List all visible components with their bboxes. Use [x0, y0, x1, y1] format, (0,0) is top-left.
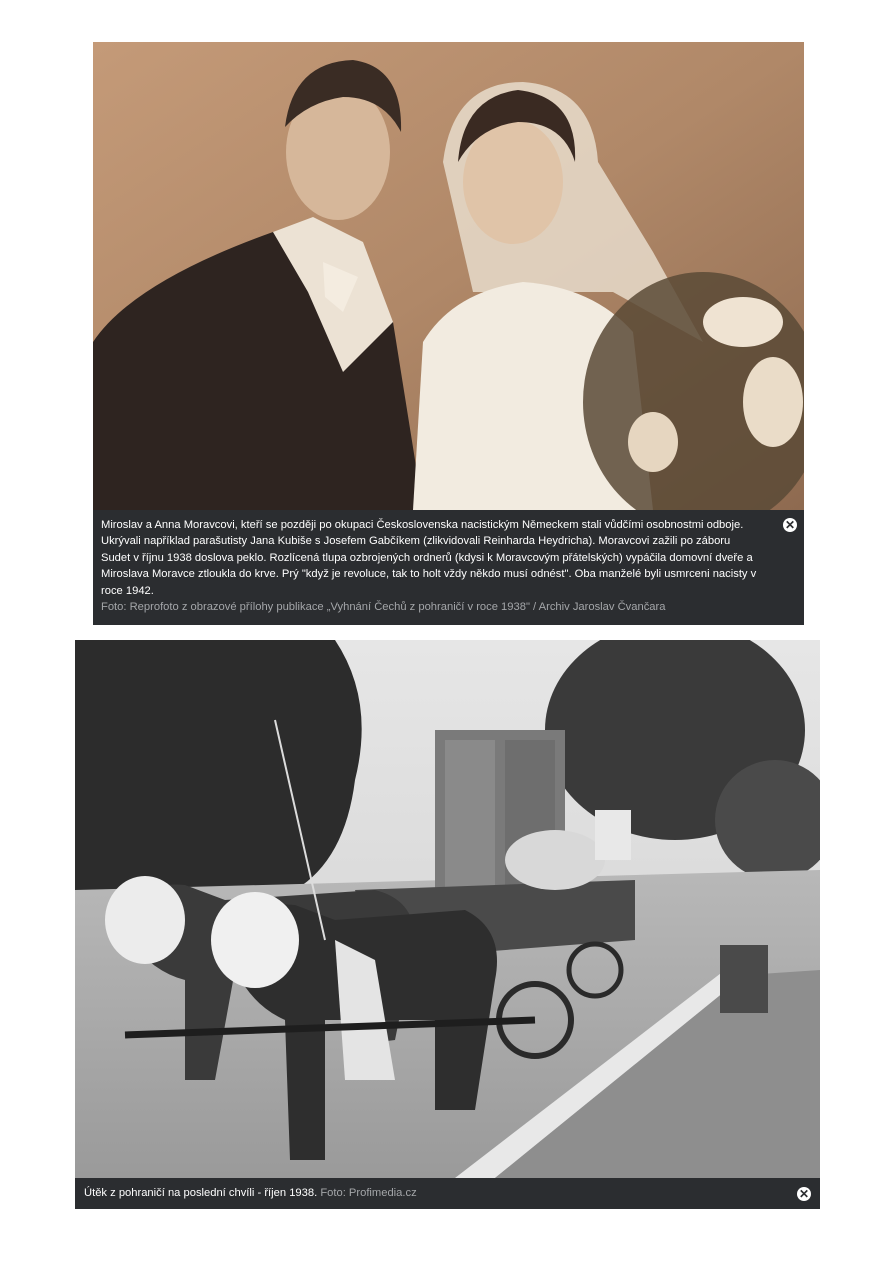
caption-box — [75, 1178, 820, 1209]
figure-ox-cart — [75, 640, 820, 1209]
caption-text: Miroslav a Anna Moravcovi, kteří se později po okupaci Československa nacistickým Německem stali vůdčími osobnostmi odboje. Ukrývali například parašutisty Jana Kubiše s Josefem Gabčíkem (zlikvidovali Reinharda Heydricha). Moravcovi zažili po záboru Sudet v říjnu 1938 doslova peklo. Rozlícená tlupa ozbrojených ordnerů (kdysi k Moravcovým přátelských) vypáčila domovní dveře a Miroslava Moravce ztloukla do krve. Prý "když je revoluce, tak to holt vždy někdo musí odnést". Oba manželé byli usmrceni nacisty v roce 1942. — [101, 519, 757, 597]
caption-box — [93, 510, 804, 625]
ox-cart-photo — [75, 640, 820, 1178]
caption-text: Útěk z pohraničí na poslední chvíli - říjen 1938. — [84, 1187, 321, 1199]
wedding-photo-image — [93, 42, 804, 510]
close-icon[interactable]: ✕ — [798, 1187, 810, 1201]
wedding-photo — [93, 42, 804, 510]
photo-credit: Foto: Reprofoto z obrazové přílohy publikace „Vyhnání Čechů z pohraničí v roce 1938" / Archiv Jaroslav Čvančara — [101, 601, 666, 614]
close-icon[interactable]: ✕ — [784, 518, 796, 532]
photo-credit: Foto: Profimedia.cz — [320, 1187, 417, 1199]
ox-cart-photo-image — [75, 640, 820, 1178]
figure-wedding-portrait — [93, 42, 804, 625]
